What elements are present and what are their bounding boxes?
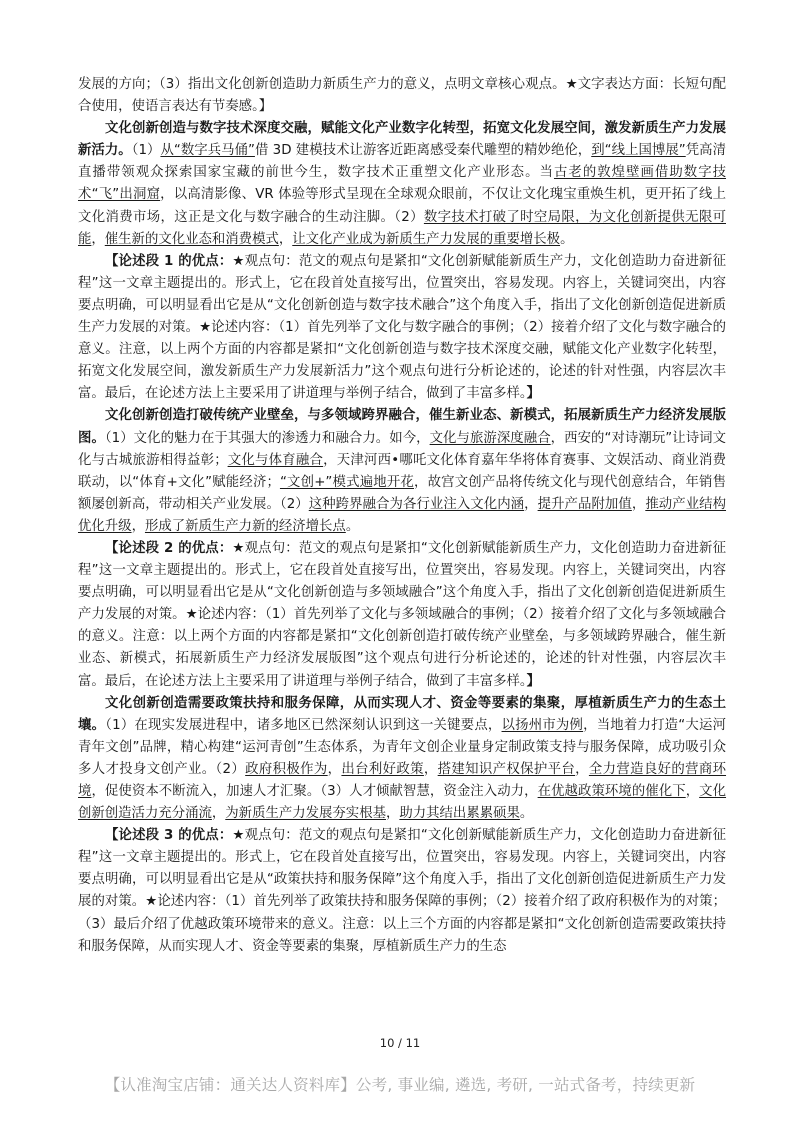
text-run: ， bbox=[327, 761, 342, 777]
underlined-run: 推动产业结构优化升级 bbox=[78, 496, 727, 534]
text-run: 借 3D 建模技术让游客近距离感受秦代雕塑的精妙绝伦， bbox=[254, 143, 592, 159]
bold-run: 【论述段 2 的优点： bbox=[105, 540, 233, 556]
text-run: ，以高清影像、VR 体验等形式呈现在全球观众眼前，不仅让文化瑰宝重焕生机，更开拓了线上文化消费市场，这正是文化与数字融合的生动注脚。（2） bbox=[78, 187, 727, 225]
bold-run: 文化创新创造与数字技术深度交融，赋能文化产业数字化转型，拓宽文化发展空间，激发新质生产力发展新活力。 bbox=[78, 121, 726, 159]
text-run: ，促使资本不断流入，加速人才汇聚。（3）人才倾献智慧，资金注入动力， bbox=[91, 784, 538, 799]
underlined-run: 从“数字兵马俑” bbox=[160, 143, 255, 159]
text-run: ，当地着力打造“大运河青年文创”品牌，精心构建“运河青创”生态体系，为青年文创企业量身定制政策支持与服务保障，成功吸引众多人才投身文创产业。（2） bbox=[78, 717, 727, 777]
underlined-run: 数字技术打破了时空局限，为文化创新提供无限可能 bbox=[78, 209, 726, 247]
text-run: ， bbox=[385, 806, 400, 822]
underlined-run: 为新质生产力发展夯实根基 bbox=[225, 806, 386, 822]
text-run: ，西安的“对诗潮玩”让诗词文化与古城旅游相得益彰； bbox=[78, 430, 727, 468]
text-run: ， bbox=[91, 231, 105, 247]
merit-paragraph-1 bbox=[78, 251, 726, 406]
text-run: ★观点句：范文的观点句是紧扣“文化创新赋能新质生产力，文化创造助力奋进新征程”这一文章主题提出的。形式上，它在段首处直接写出，位置突出，容易发现。内容上，关键词突出，内容要点明确，可以明显看出它是从“文化创新创造与多领域融合”这个角度入手，指出了文化创新创造促进新质生产力发展的对策。★论述内容：（1）首先列举了文化与多领域融合的事例；（2）接着介绍了文化与多领域融合的意义。注意：以上两个方面的内容都是紧扣“文化创新创造打破传统产业壁垒，与多领域跨界融合，催生新业态、新模式，拓展新质生产力经济发展版图”这个观点句进行分析论述的，论述的针对性强，内容层次丰富。最后，在论述方法上主要采用了讲道理与举例子结合，做到了丰富多样。 bbox=[78, 540, 726, 689]
footer-watermark: 【认准淘宝店铺：通关达人资料库】公考, 事业编, 遴选, 考研, 一站式备考，持续更新 bbox=[104, 1076, 696, 1094]
underlined-run: 以扬州市为例 bbox=[501, 717, 584, 733]
text-run: ★观点句：范文的观点句是紧扣“文化创新赋能新质生产力，文化创造助力奋进新征程”这一文章主题提出的。形式上，它在段首处直接写出，位置突出，容易发现。内容上，关键词突出，内容要点明确，可以明显看出它是从“政策扶持和服务保障”这个角度入手，指出了文化创新创造促进新质生产力发展的对策。★论述内容：（1）首先列举了政策扶持和服务保障的事例；（2）接着介绍了政府积极作为的对策；（3）最后介绍了优越政策环境带来的意义。注意：以上三个方面的内容都是紧扣“文化创新创造需要政策扶持和服务保障，从而实现人才、资金等要素的集聚，厚植新质生产力的生态 bbox=[78, 828, 726, 954]
underlined-run: 出台利好政策 bbox=[341, 761, 424, 777]
underlined-run: 文化与体育融合 bbox=[227, 452, 324, 468]
bold-run: 【论述段 3 的优点： bbox=[105, 828, 233, 844]
underlined-run: 让文化产业成为新质生产力发展的重要增长极 bbox=[292, 231, 561, 247]
underlined-run: 这种跨界融合为各行业注入文化内涵 bbox=[308, 496, 525, 512]
text-run: ，天津河西•哪吒文化体育嘉年华将体育赛事、文娱活动、商业消费联动，以“体育+文化”赋能经济； bbox=[78, 452, 727, 490]
text-run: ，故宫文创产品将传统文化与现代创意结合，年销售额屡创新高，带动相关产业发展。（2） bbox=[78, 474, 727, 512]
underlined-run: 到“线上国博展” bbox=[591, 143, 686, 159]
text-run: ， bbox=[685, 784, 700, 799]
underlined-run: 文化与旅游深度融合 bbox=[429, 430, 551, 446]
argument-paragraph-3 bbox=[78, 693, 726, 826]
text-run: （1）文化的魅力在于其强大的渗透力和融合力。如今， bbox=[104, 430, 430, 446]
text-run: 凭高清直播带领观众探索国家宝藏的前世今生，数字技术正重塑文化产业形态。当 bbox=[78, 143, 727, 181]
text-run: ， bbox=[278, 231, 293, 247]
intro-paragraph bbox=[78, 74, 726, 118]
bold-run: 】 bbox=[526, 673, 540, 689]
argument-paragraph-2 bbox=[78, 405, 726, 538]
bold-run: 】 bbox=[526, 386, 540, 402]
bold-run: 文化创新创造需要政策扶持和服务保障，从而实现人才、资金等要素的集聚，厚植新质生产力的生态土壤。 bbox=[78, 695, 726, 733]
underlined-run: 在优越政策环境的催化下 bbox=[537, 784, 686, 799]
underlined-run: 全力营造良好的营商环境 bbox=[78, 761, 727, 799]
page-number: 10 / 11 bbox=[379, 1036, 421, 1050]
text-run: ， bbox=[575, 761, 589, 777]
merit-paragraph-3 bbox=[78, 825, 726, 958]
text-run: （1） bbox=[131, 143, 161, 159]
merit-paragraph-2 bbox=[78, 538, 726, 693]
underlined-run: 助力其结出累累硕果 bbox=[399, 806, 520, 822]
text-run: 。 bbox=[519, 806, 534, 822]
underlined-run: 古老的敦煌壁画借助数字技术“飞”出洞窟 bbox=[78, 165, 727, 203]
text-run: ， bbox=[131, 518, 145, 534]
underlined-run: 催生新的文化业态和消费模式 bbox=[104, 231, 279, 247]
bold-run: 文化创新创造打破传统产业壁垒，与多领域跨界融合，催生新业态、新模式，拓展新质生产力经济发展版图。 bbox=[78, 408, 726, 446]
text-run: ， bbox=[524, 496, 538, 512]
underlined-run: 文化创新创造活力充分涌流 bbox=[78, 784, 727, 822]
text-run: ★观点句：范文的观点句是紧扣“文化创新赋能新质生产力，文化创造助力奋进新征程”这一文章主题提出的。形式上，它在段首处直接写出，位置突出，容易发现。内容上，关键词突出，内容要点明确，可以明显看出它是从“文化创新创造与数字技术融合”这个角度入手，指出了文化创新创造促进新质生产力发展的对策。★论述内容：（1）首先列举了文化与数字融合的事例；（2）接着介绍了文化与数字融合的意义。注意，以上两个方面的内容都是紧扣“文化创新创造与数字技术深度交融，赋能文化产业数字化转型，拓宽文化发展空间，激发新质生产力发展新活力”这个观点句进行分析论述的，论述的针对性强，内容层次丰富。最后，在论述方法上主要采用了讲道理与举例子结合，做到了丰富多样。 bbox=[78, 253, 726, 402]
text-run: 发展的方向；（3）指出文化创新创造助力新质生产力的意义，点明文章核心观点。★文字表达方面：长短句配合使用，使语言表达有节奏感。】 bbox=[78, 77, 726, 115]
text-run: 。 bbox=[345, 518, 360, 534]
text-run: ， bbox=[211, 806, 226, 822]
text-run: （1）在现实发展进程中，诸多地区已然深刻认识到这一关键要点， bbox=[105, 717, 502, 733]
text-run: ， bbox=[631, 496, 646, 512]
argument-paragraph-1 bbox=[78, 118, 726, 251]
text-run: ， bbox=[423, 761, 438, 777]
underlined-run: 搭建知识产权保护平台 bbox=[437, 761, 576, 777]
document-page bbox=[78, 74, 726, 958]
underlined-run: 形成了新质生产力新的经济增长点 bbox=[144, 518, 346, 534]
text-run: 。 bbox=[560, 231, 574, 247]
underlined-run: “文创+”模式遍地开花 bbox=[279, 474, 414, 490]
bold-run: 【论述段 1 的优点： bbox=[105, 253, 233, 269]
underlined-run: 政府积极作为 bbox=[245, 761, 328, 777]
underlined-run: 提升产品附加值 bbox=[537, 496, 632, 512]
